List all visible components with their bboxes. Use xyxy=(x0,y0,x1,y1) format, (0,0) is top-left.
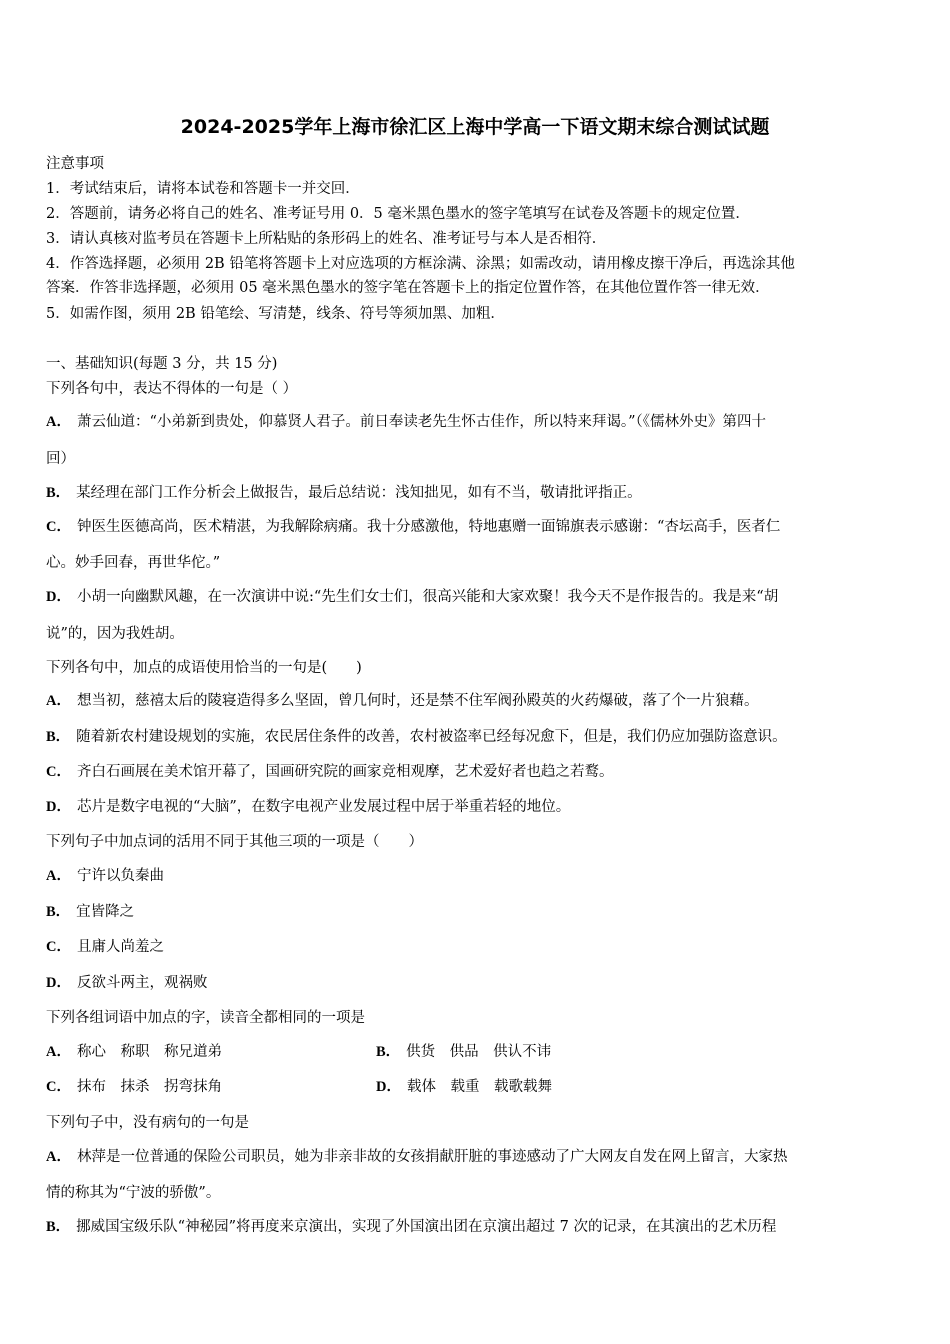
option-label: A． xyxy=(46,1149,71,1165)
option-label: C． xyxy=(46,1079,71,1095)
option-text: 载体 载重 载歌载舞 xyxy=(406,1079,552,1095)
option-c xyxy=(46,1075,222,1096)
notice-item: 1．考试结束后，请将本试卷和答题卡一并交回． xyxy=(46,181,360,197)
option-label: C． xyxy=(46,519,71,535)
option-label: D． xyxy=(46,799,71,815)
option-continuation: 情的称其为“宁波的骄傲”。 xyxy=(46,1185,221,1201)
option-b xyxy=(376,1040,551,1061)
question-stem: 下列各句中，表达不得体的一句是（ ） xyxy=(46,381,298,397)
option-label: A． xyxy=(46,1044,71,1060)
option-continuation: 说”的，因为我姓胡。 xyxy=(46,626,184,642)
option-text: 宁许以负秦曲 xyxy=(76,868,164,884)
section-heading: 一、基础知识(每题 3 分，共 15 分) xyxy=(46,356,278,372)
option-d xyxy=(376,1075,552,1096)
option-b xyxy=(46,481,642,502)
option-label: D． xyxy=(46,589,71,605)
option-label: B． xyxy=(46,729,71,745)
notice-item: 5．如需作图，须用 2B 铅笔绘、写清楚，线条、符号等须加黑、加粗． xyxy=(46,306,505,322)
option-text: 宜皆降之 xyxy=(76,904,135,920)
option-label: C． xyxy=(46,764,71,780)
page-title: 2024-2025学年上海市徐汇区上海中学高一下语文期末综合测试试题 xyxy=(180,116,770,138)
notice-heading: 注意事项 xyxy=(46,156,104,172)
option-d xyxy=(46,971,207,992)
option-a xyxy=(46,410,766,431)
notice-item: 2．答题前，请务必将自己的姓名、准考证号用 0．5 毫米黑色墨水的签字笔填写在试卷及答题卡的规定位置． xyxy=(46,206,750,222)
question-stem: 下列各句中，加点的成语使用恰当的一句是( ) xyxy=(46,660,362,676)
option-label: C． xyxy=(46,939,71,955)
option-text: 钟医生医德高尚，医术精湛，为我解除病痛。我十分感激他，特地惠赠一面锦旗表示感谢：“杏坛高手，医者仁 xyxy=(76,519,781,535)
option-c xyxy=(46,935,164,956)
option-d xyxy=(46,795,570,816)
option-text: 挪威国宝级乐队“神秘园”将再度来京演出，实现了外国演出团在京演出超过 7 次的记录，在其演出的艺术历程 xyxy=(76,1219,777,1235)
option-b xyxy=(46,1215,776,1236)
option-text: 小胡一向幽默风趣，在一次演讲中说:“先生们女士们，很高兴能和大家欢聚！我今天不是作报告的。我是来“胡 xyxy=(76,589,779,605)
question-stem: 下列各组词语中加点的字，读音全都相同的一项是 xyxy=(46,1010,365,1026)
option-a xyxy=(46,1145,787,1166)
option-continuation: 心。妙手回春，再世华佗。” xyxy=(46,555,221,571)
option-label: A． xyxy=(46,414,71,430)
option-a xyxy=(46,864,164,885)
option-text: 齐白石画展在美术馆开幕了，国画研究院的画家竞相观摩，艺术爱好者也趋之若鹜。 xyxy=(76,764,614,780)
option-text: 想当初，慈禧太后的陵寝造得多么坚固，曾几何时，还是禁不住军阀孙殿英的火药爆破，落了个一片狼藉。 xyxy=(76,693,759,709)
question-stem: 下列句子中，没有病句的一句是 xyxy=(46,1115,249,1131)
option-label: B． xyxy=(46,485,71,501)
notice-item: 3．请认真核对监考员在答题卡上所粘贴的条形码上的姓名、准考证号与本人是否相符． xyxy=(46,231,607,247)
notice-item: 4．作答选择题，必须用 2B 铅笔将答题卡上对应选项的方框涂满、涂黑；如需改动，请用橡皮擦干净后，再选涂其他 xyxy=(46,256,795,272)
option-b xyxy=(46,900,134,921)
option-a xyxy=(46,1040,222,1061)
notice-item: 答案．作答非选择题，必须用 05 毫米黑色墨水的签字笔在答题卡上的指定位置作答，在其他位置作答一律无效． xyxy=(46,280,770,296)
option-d xyxy=(46,585,778,606)
option-b xyxy=(46,725,787,746)
option-label: D． xyxy=(376,1079,401,1095)
question-stem: 下列句子中加点词的活用不同于其他三项的一项是（ ） xyxy=(46,834,423,850)
option-c xyxy=(46,515,780,536)
option-text: 随着新农村建设规划的实施，农民居住条件的改善，农村被盗率已经每况愈下，但是，我们仍应加强防盗意识。 xyxy=(76,729,787,745)
option-label: B． xyxy=(376,1044,401,1060)
option-a xyxy=(46,689,758,710)
option-text: 供货 供品 供认不讳 xyxy=(406,1044,552,1060)
option-label: B． xyxy=(46,904,71,920)
option-text: 林萍是一位普通的保险公司职员，她为非亲非故的女孩捐献肝脏的事迹感动了广大网友自发在网上留言，大家热 xyxy=(76,1149,788,1165)
option-text: 某经理在部门工作分析会上做报告，最后总结说：浅知拙见，如有不当，敬请批评指正。 xyxy=(76,485,642,501)
option-text: 芯片是数字电视的“大脑”，在数字电视产业发展过程中居于举重若轻的地位。 xyxy=(76,799,571,815)
option-continuation: 回） xyxy=(46,451,75,467)
option-label: B． xyxy=(46,1219,71,1235)
option-text: 萧云仙道：“小弟新到贵处，仰慕贤人君子。前日奉读老先生怀古佳作，所以特来拜谒。”（《儒林外史》第四十 xyxy=(76,414,767,430)
option-c xyxy=(46,760,613,781)
option-label: A． xyxy=(46,693,71,709)
option-text: 反欲斗两主，观祸败 xyxy=(76,975,208,991)
option-text: 抹布 抹杀 拐弯抹角 xyxy=(76,1079,222,1095)
option-label: A． xyxy=(46,868,71,884)
option-label: D． xyxy=(46,975,71,991)
option-text: 称心 称职 称兄道弟 xyxy=(76,1044,222,1060)
option-text: 且庸人尚羞之 xyxy=(76,939,164,955)
